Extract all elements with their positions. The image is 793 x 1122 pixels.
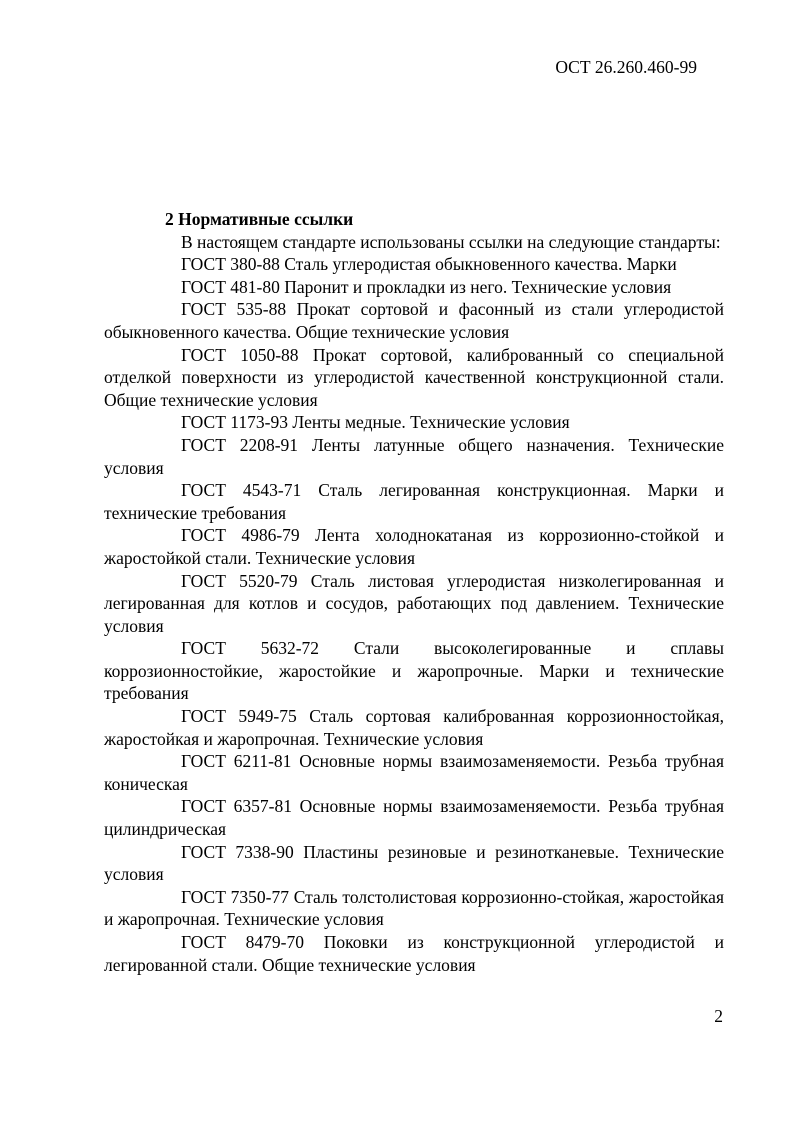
reference-item: ГОСТ 5520-79 Сталь листовая углеродистая низколегированная и легированная для котлов и сосудов, работающих под давлением. Технические условия [104,570,724,636]
reference-item: ГОСТ 6211-81 Основные нормы взаимозаменяемости. Резьба трубная коническая [104,751,724,794]
reference-item: ГОСТ 7350-77 Сталь толстолистовая коррозионно-стойкая, жаростойкая и жаропрочная. Технические условия [104,886,724,930]
reference-item: ГОСТ 1173-93 Ленты медные. Технические условия [181,412,570,433]
reference-item: ГОСТ 7338-90 Пластины резиновые и резинотканевые. Технические условия [104,841,724,885]
document-code: ОСТ 26.260.460-99 [555,57,697,77]
section-intro: В настоящем стандарте использованы ссылки на следующие стандарты: [181,231,721,252]
normative-references-section [104,208,724,976]
reference-item: ГОСТ 5949-75 Сталь сортовая калиброванная коррозионностойкая, жаростойкая и жаропрочная. Технические условия [104,706,724,749]
reference-item: ГОСТ 380-88 Сталь углеродистая обыкновенного качества. Марки [181,254,677,275]
reference-item: ГОСТ 535-88 Прокат сортовой и фасонный из стали углеродистой обыкновенного качества. Общие технические условия [104,299,724,342]
reference-item: ГОСТ 4543-71 Сталь легированная конструкционная. Марки и технические требования [104,480,724,523]
page-number: 2 [714,1006,723,1026]
reference-item: ГОСТ 481-80 Паронит и прокладки из него. Технические условия [181,276,672,297]
reference-item: ГОСТ 5632-72 Стали высоколегированные и сплавы коррозионностойкие, жаростойкие и жаропрочные. Марки и технические требования [104,638,724,704]
reference-item: ГОСТ 1050-88 Прокат сортовой, калиброванный со специальной отделкой поверхности из углеродистой качественной конструкционной стали. Общие технические условия [104,344,724,410]
reference-item: ГОСТ 6357-81 Основные нормы взаимозаменяемости. Резьба трубная цилиндрическая [104,796,724,840]
reference-item: ГОСТ 8479-70 Поковки из конструкционной углеродистой и легированной стали. Общие технические условия [104,932,724,975]
reference-item: ГОСТ 2208-91 Ленты латунные общего назначения. Технические условия [104,434,724,478]
reference-item: ГОСТ 4986-79 Лента холоднокатаная из коррозионно-стойкой и жаростойкой стали. Технические условия [104,525,724,568]
section-title: 2 Нормативные ссылки [165,209,354,229]
